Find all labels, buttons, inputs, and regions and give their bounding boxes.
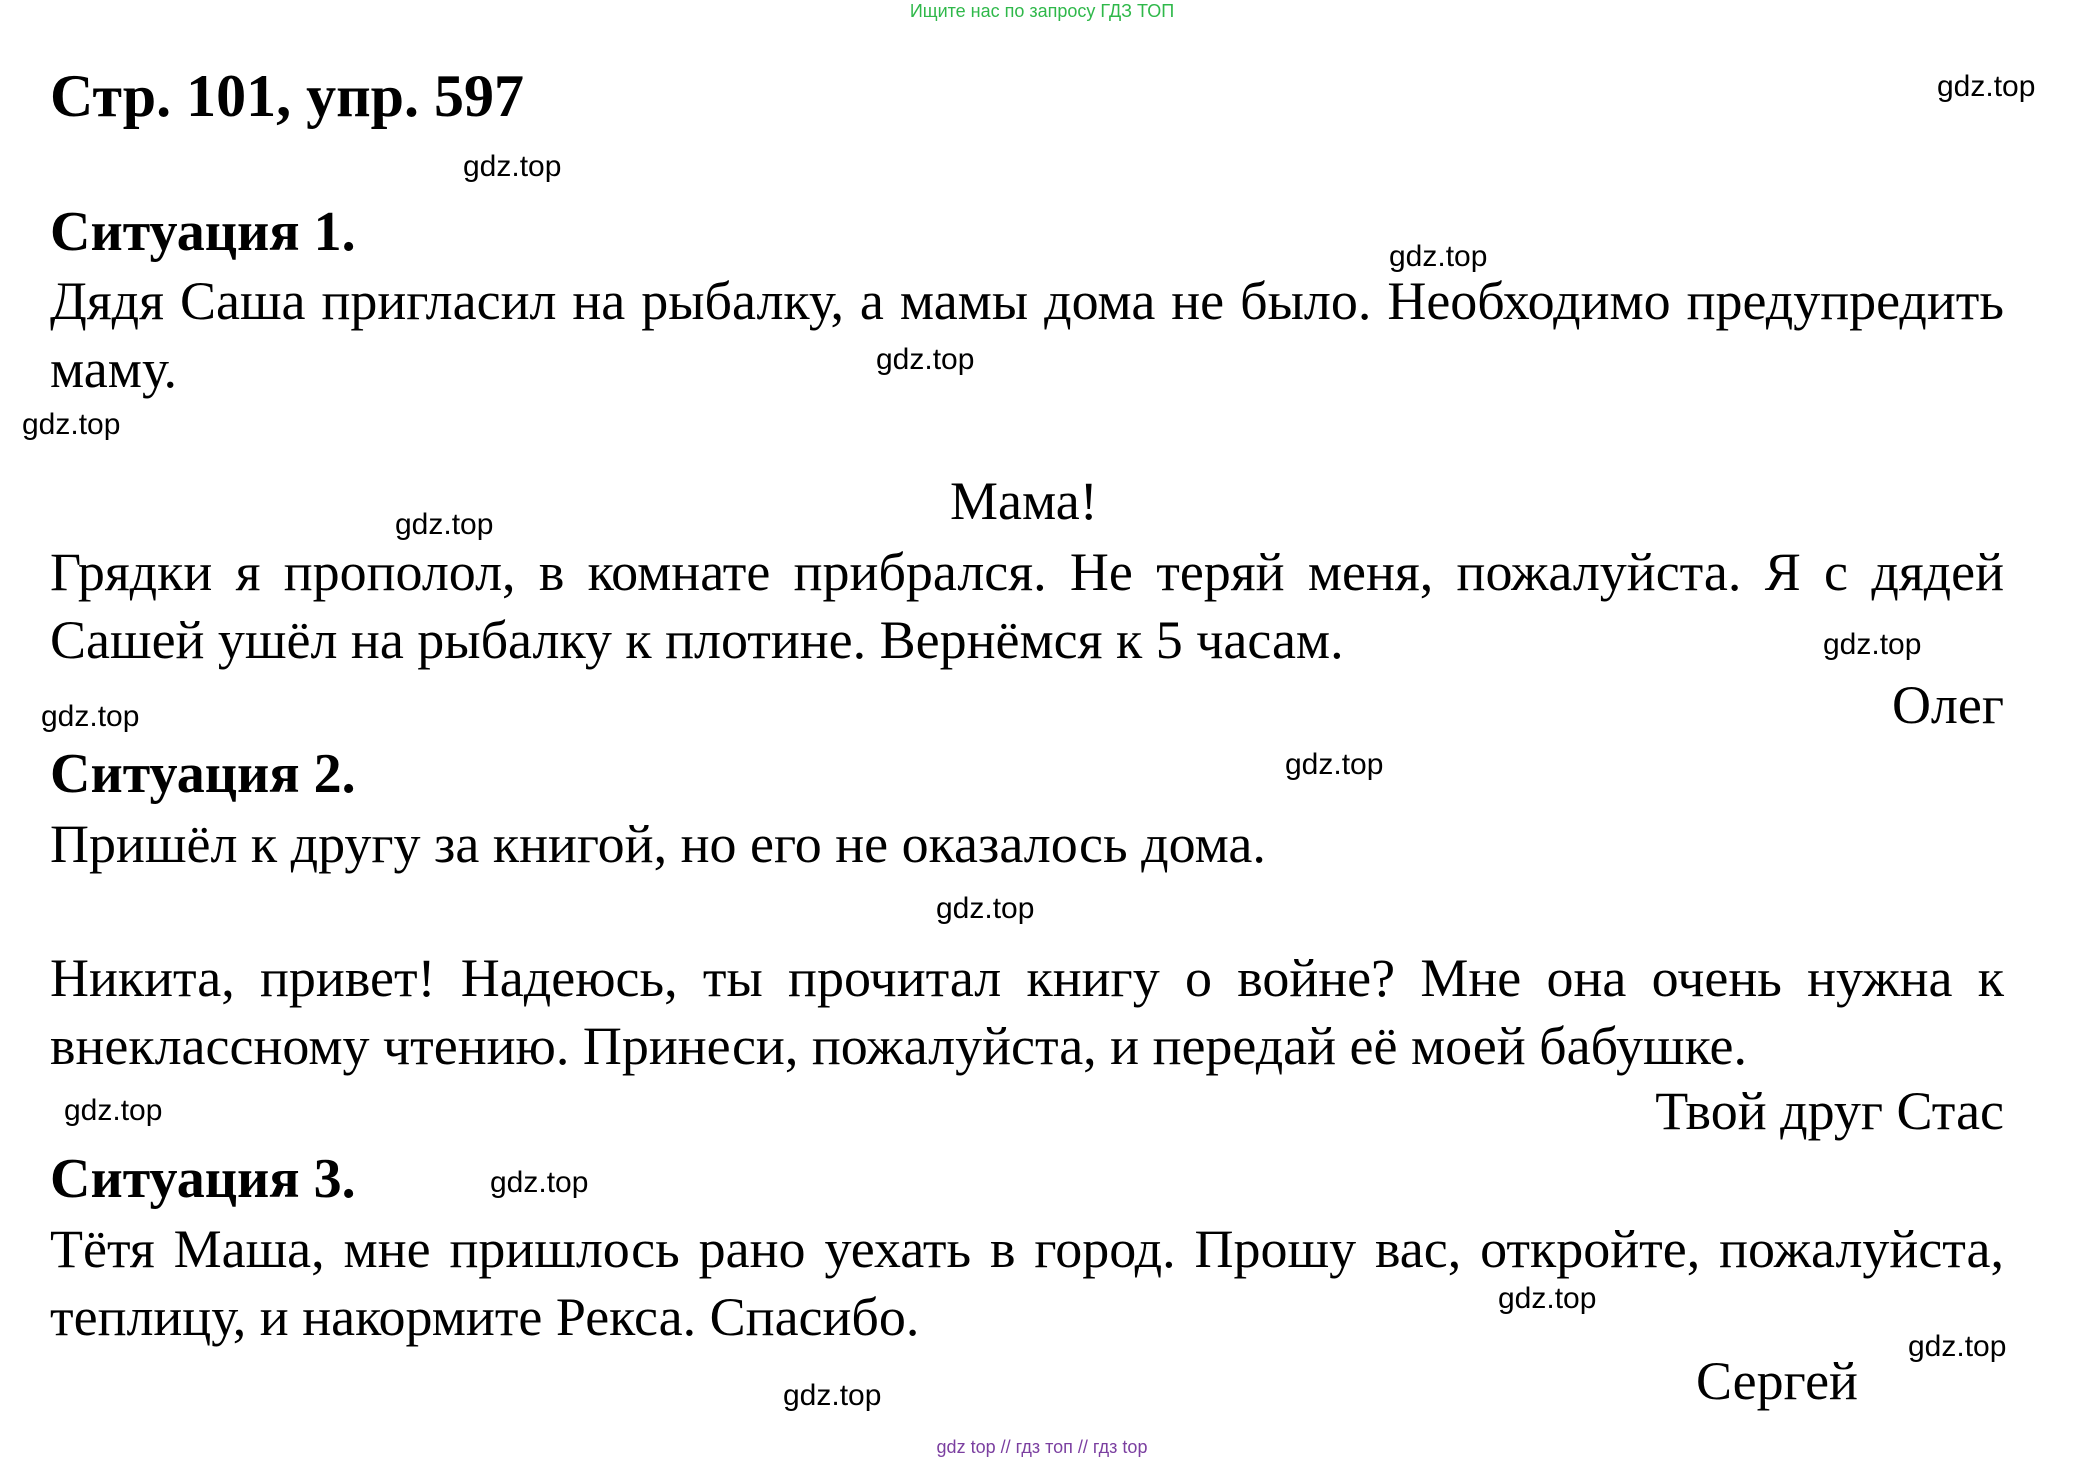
bottom-banner[interactable]: gdz top // гдз топ // гдз top — [936, 1437, 1148, 1457]
watermark: gdz.top — [1908, 1330, 2007, 1363]
watermark: gdz.top — [490, 1166, 589, 1199]
situation-3-signature: Сергей — [1696, 1351, 1858, 1411]
situation-3-heading: Ситуация 3. — [50, 1148, 356, 1210]
top-banner[interactable]: Ищите нас по запросу ГДЗ ТОП — [909, 1, 1175, 21]
situation-3-note: Тётя Маша, мне пришлось рано уехать в город. Прошу вас, откройте, пожалуйста, теплицу, и накормите Рекса. Спасибо. — [50, 1219, 2004, 1347]
situation-1-note: Грядки я прополол, в комнате прибрался. Не теряй меня, пожалуйста. Я с дядей Сашей ушёл на рыбалку к плотине. Вернёмся к 5 часам. — [50, 542, 2004, 670]
watermark: gdz.top — [876, 343, 975, 376]
situation-2-heading: Ситуация 2. — [50, 743, 356, 805]
situation-1-heading: Ситуация 1. — [50, 201, 356, 263]
watermark: gdz.top — [936, 892, 1035, 925]
watermark: gdz.top — [1498, 1282, 1597, 1315]
watermark: gdz.top — [463, 150, 562, 183]
watermark: gdz.top — [22, 408, 121, 441]
page-title: Стр. 101, упр. 597 — [50, 63, 525, 129]
watermark: gdz.top — [41, 700, 140, 733]
watermark: gdz.top — [1389, 240, 1488, 273]
watermark: gdz.top — [1937, 70, 2036, 103]
watermark: gdz.top — [64, 1094, 163, 1127]
watermark: gdz.top — [395, 508, 494, 541]
watermark: gdz.top — [783, 1379, 882, 1412]
watermark: gdz.top — [1285, 748, 1384, 781]
situation-1-task: Дядя Саша пригласил на рыбалку, а мамы дома не было. Необходимо предупредить маму. — [50, 271, 2004, 399]
situation-2-signature: Твой друг Стас — [1655, 1081, 2004, 1141]
watermark: gdz.top — [1823, 628, 1922, 661]
situation-2-note: Никита, привет! Надеюсь, ты прочитал книгу о войне? Мне она очень нужна к внеклассному чтению. Принеси, пожалуйста, и передай её моей бабушке. — [50, 948, 2004, 1076]
situation-1-greeting: Мама! — [950, 471, 1098, 531]
situation-1-signature: Олег — [1891, 675, 2004, 735]
situation-2-task: Пришёл к другу за книгой, но его не оказалось дома. — [50, 814, 1266, 874]
